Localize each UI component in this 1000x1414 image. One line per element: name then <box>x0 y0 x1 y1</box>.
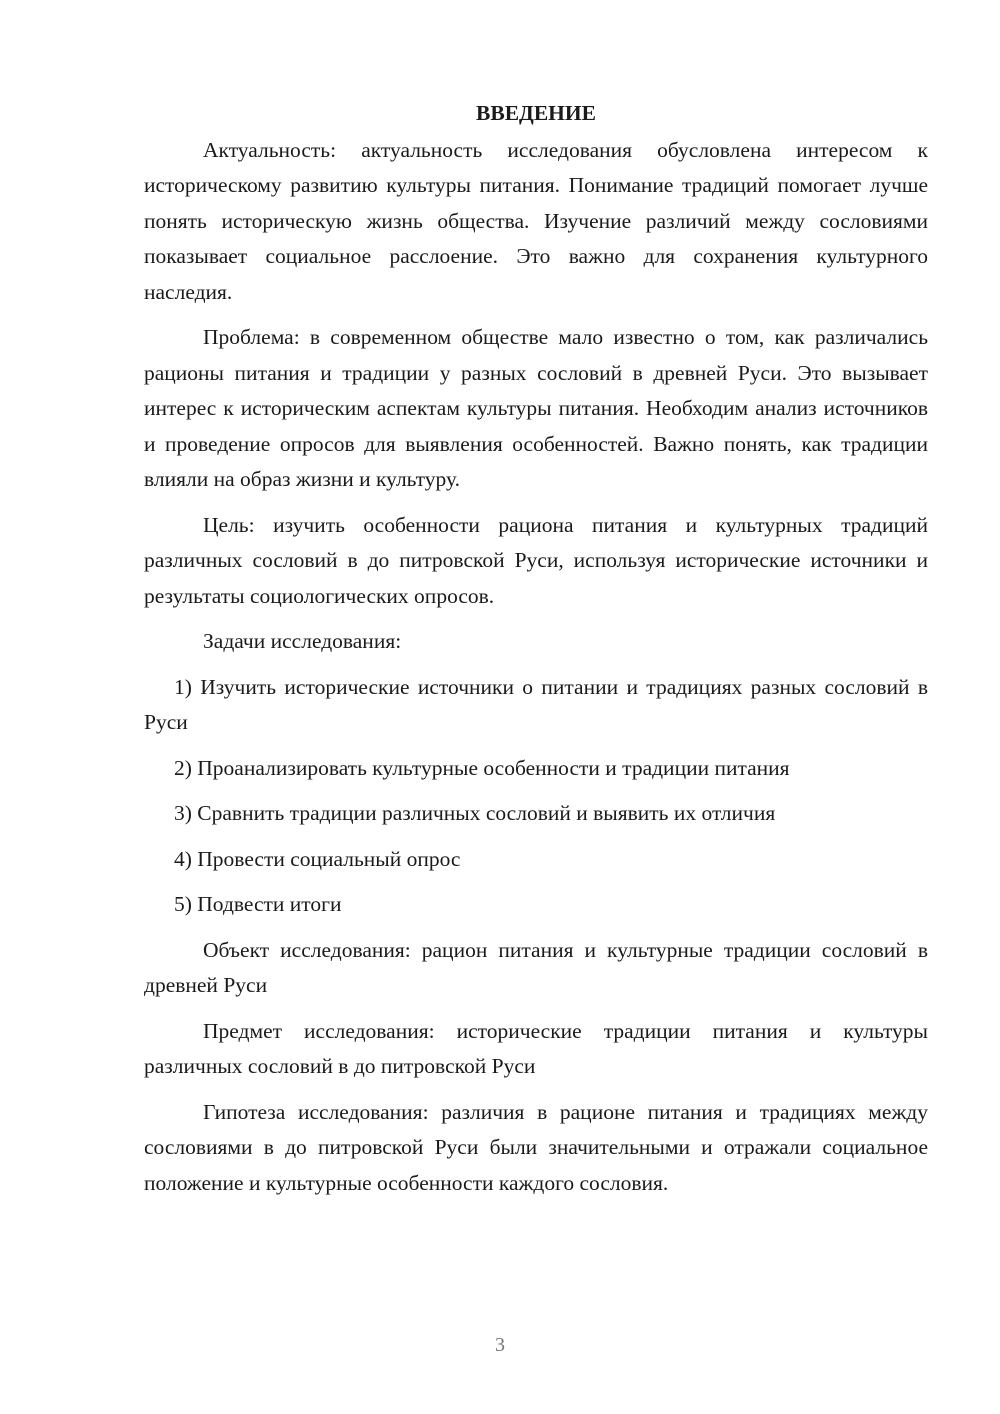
object-paragraph: Объект исследования: рацион питания и культурные традиции сословий в древней Руси <box>144 937 928 997</box>
list-item: 4) Провести социальный опрос <box>174 846 461 871</box>
tasks-list <box>144 670 928 923</box>
tasks-heading: Задачи исследования: <box>203 629 402 653</box>
page-title: ВВЕДЕНИЕ <box>476 101 596 125</box>
list-item: 1) Изучить исторические источники о питании и традициях разных сословий в Руси <box>144 674 928 734</box>
list-item: 2) Проанализировать культурные особенности и традиции питания <box>174 755 790 780</box>
list-item: 3) Сравнить традиции различных сословий и выявить их отличия <box>174 801 776 825</box>
document-page <box>144 96 928 1211</box>
page-number: 3 <box>495 1334 505 1356</box>
subject-paragraph: Предмет исследования: исторические традиции питания и культуры различных сословий в до питровской Руси <box>144 1018 928 1078</box>
goal-paragraph: Цель: изучить особенности рациона питания и культурных традиций различных сословий в до питровской Руси, используя исторические источники и результаты социологических опросов. <box>144 512 928 608</box>
relevance-paragraph: Актуальность: актуальность исследования обусловлена интересом к историческому развитию культуры питания. Понимание традиций помогает лучше понять историческую жизнь общества. Изучение различий между сословиями показывает социальное расслоение. Это важно для сохранения культурного наследия. <box>144 137 928 304</box>
hypothesis-paragraph: Гипотеза исследования: различия в рационе питания и традициях между сословиями в до питровской Руси были значительными и отражали социальное положение и культурные особенности каждого сословия. <box>144 1099 928 1195</box>
problem-paragraph: Проблема: в современном обществе мало известно о том, как различались рационы питания и традиции у разных сословий в древней Руси. Это вызывает интерес к историческим аспектам культуры питания. Необходим анализ источников и проведение опросов для выявления особенностей. Важно понять, как традиции влияли на образ жизни и культуру. <box>144 325 928 491</box>
list-item: 5) Подвести итоги <box>174 892 342 916</box>
